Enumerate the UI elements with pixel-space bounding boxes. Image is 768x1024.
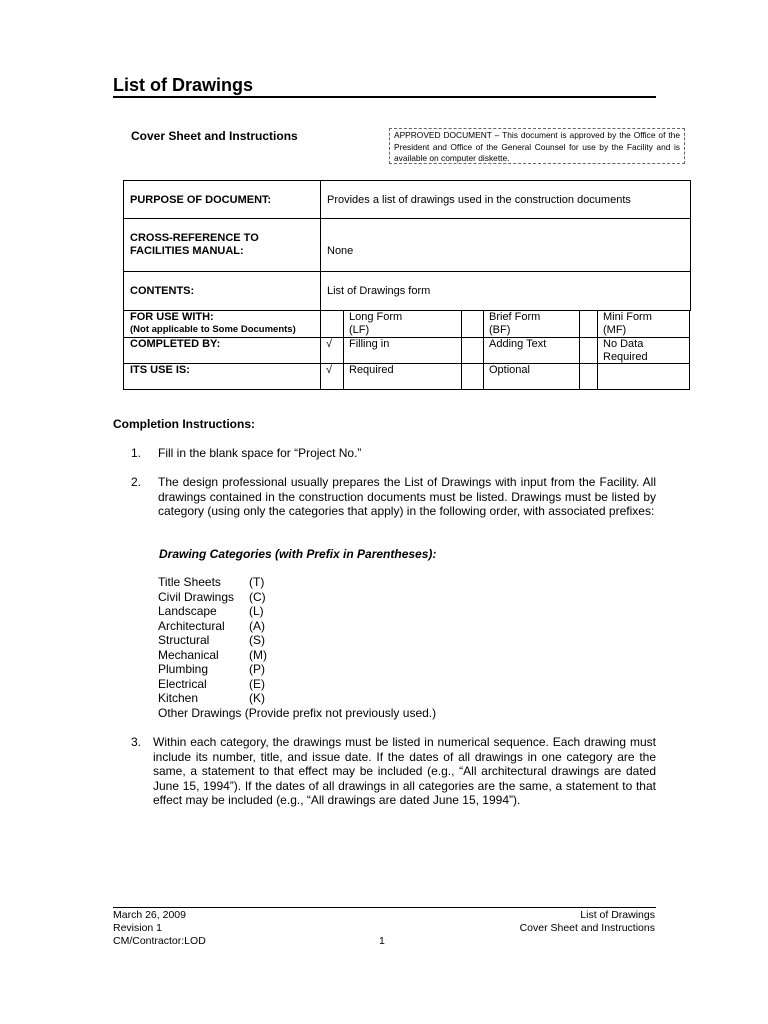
- list-item: Mechanical (M): [158, 647, 267, 662]
- grid-col-rule-2: [343, 311, 344, 390]
- cross-reference-label-line1: CROSS-REFERENCE TO: [130, 232, 259, 244]
- item-3-text: Within each category, the drawings must be listed in numerical sequence. Each drawing must include its number, title, and issue date. If the dates of all drawings in one category are the same, a statement to that effect may be included (e.g., “All architectural drawings are dated June 15, 1994”). If the dates of all drawings in all categories are the same, a statement to that effect may be included (e.g., “All drawings are dated June 15, 1994”).: [153, 735, 656, 808]
- grid-col-rule-1: [320, 311, 321, 390]
- grid-col-rule-5: [579, 311, 580, 390]
- list-item: Kitchen (K): [158, 691, 265, 705]
- list-item: Electrical (E): [158, 676, 265, 691]
- filling-in-label: Filling in: [349, 338, 390, 350]
- item-2-text: The design professional usually prepares the List of Drawings with input from the Facility. All drawings contained in the construction documents must be listed. Drawings must be listed by category (using only the categories that apply) in the following order, with associated prefixes:: [158, 475, 656, 519]
- mini-form-label: Mini Form (MF): [603, 311, 652, 336]
- item-1-text: Fill in the blank space for “Project No.”: [158, 446, 362, 460]
- list-item: Title Sheets (T): [158, 575, 265, 589]
- check-mark-use: √: [326, 364, 333, 376]
- purpose-value: Provides a list of drawings used in the construction documents: [321, 181, 691, 219]
- approved-document-notice: APPROVED DOCUMENT – This document is approved by the Office of the President and Office of the General Counsel for use by the Facility and is available on computer diskette.: [389, 128, 685, 164]
- its-use-is-label: ITS USE IS:: [130, 364, 190, 376]
- footer-code: CM/Contractor:LOD: [113, 935, 206, 947]
- long-form-label: Long Form (LF): [349, 311, 403, 336]
- for-use-note: (Not applicable to Some Documents): [130, 324, 296, 335]
- page-number: 1: [379, 935, 385, 947]
- adding-text-label: Adding Text: [489, 338, 547, 350]
- cross-reference-value: None: [321, 219, 691, 272]
- completion-instructions-heading: Completion Instructions:: [113, 417, 255, 431]
- list-item: Structural (S): [158, 633, 265, 647]
- optional-label: Optional: [489, 364, 530, 376]
- grid-col-rule-6: [597, 311, 598, 390]
- required-label: Required: [349, 364, 394, 376]
- footer-doc-subtitle: Cover Sheet and Instructions: [519, 922, 655, 934]
- document-info-table: [123, 180, 691, 311]
- cross-reference-label: [124, 219, 321, 272]
- footer-date: March 26, 2009: [113, 909, 186, 921]
- item-3-number: 3.: [131, 735, 142, 749]
- list-item: Plumbing (P): [158, 662, 265, 676]
- list-item: Architectural (A): [158, 618, 265, 633]
- for-use-label: FOR USE WITH:: [130, 311, 214, 323]
- other-drawings-item: Other Drawings (Provide prefix not previously used.): [158, 705, 437, 720]
- grid-col-rule-4: [483, 311, 484, 390]
- completed-by-label: COMPLETED BY:: [130, 338, 221, 350]
- footer-doc-title: List of Drawings: [580, 909, 655, 921]
- contents-label: CONTENTS:: [124, 272, 321, 311]
- list-item: Civil Drawings (C): [158, 589, 266, 604]
- footer-rule: [113, 907, 656, 908]
- purpose-label: PURPOSE OF DOCUMENT:: [124, 181, 321, 219]
- list-item: Landscape (L): [158, 604, 264, 618]
- footer-revision: Revision 1: [113, 922, 163, 934]
- page-title: List of Drawings: [113, 74, 656, 98]
- brief-form-label: Brief Form (BF): [489, 311, 541, 336]
- cross-reference-label-line2: FACILITIES MANUAL:: [130, 245, 244, 257]
- check-mark-completed: √: [326, 338, 333, 350]
- page-subtitle: Cover Sheet and Instructions: [131, 129, 298, 143]
- no-data-required-label: No Data Required: [603, 338, 648, 363]
- item-2-number: 2.: [131, 475, 142, 489]
- item-1-number: 1.: [131, 446, 142, 460]
- grid-col-rule-3: [461, 311, 462, 390]
- contents-value: List of Drawings form: [327, 285, 431, 297]
- drawing-categories-heading: Drawing Categories (with Prefix in Parentheses):: [159, 547, 437, 561]
